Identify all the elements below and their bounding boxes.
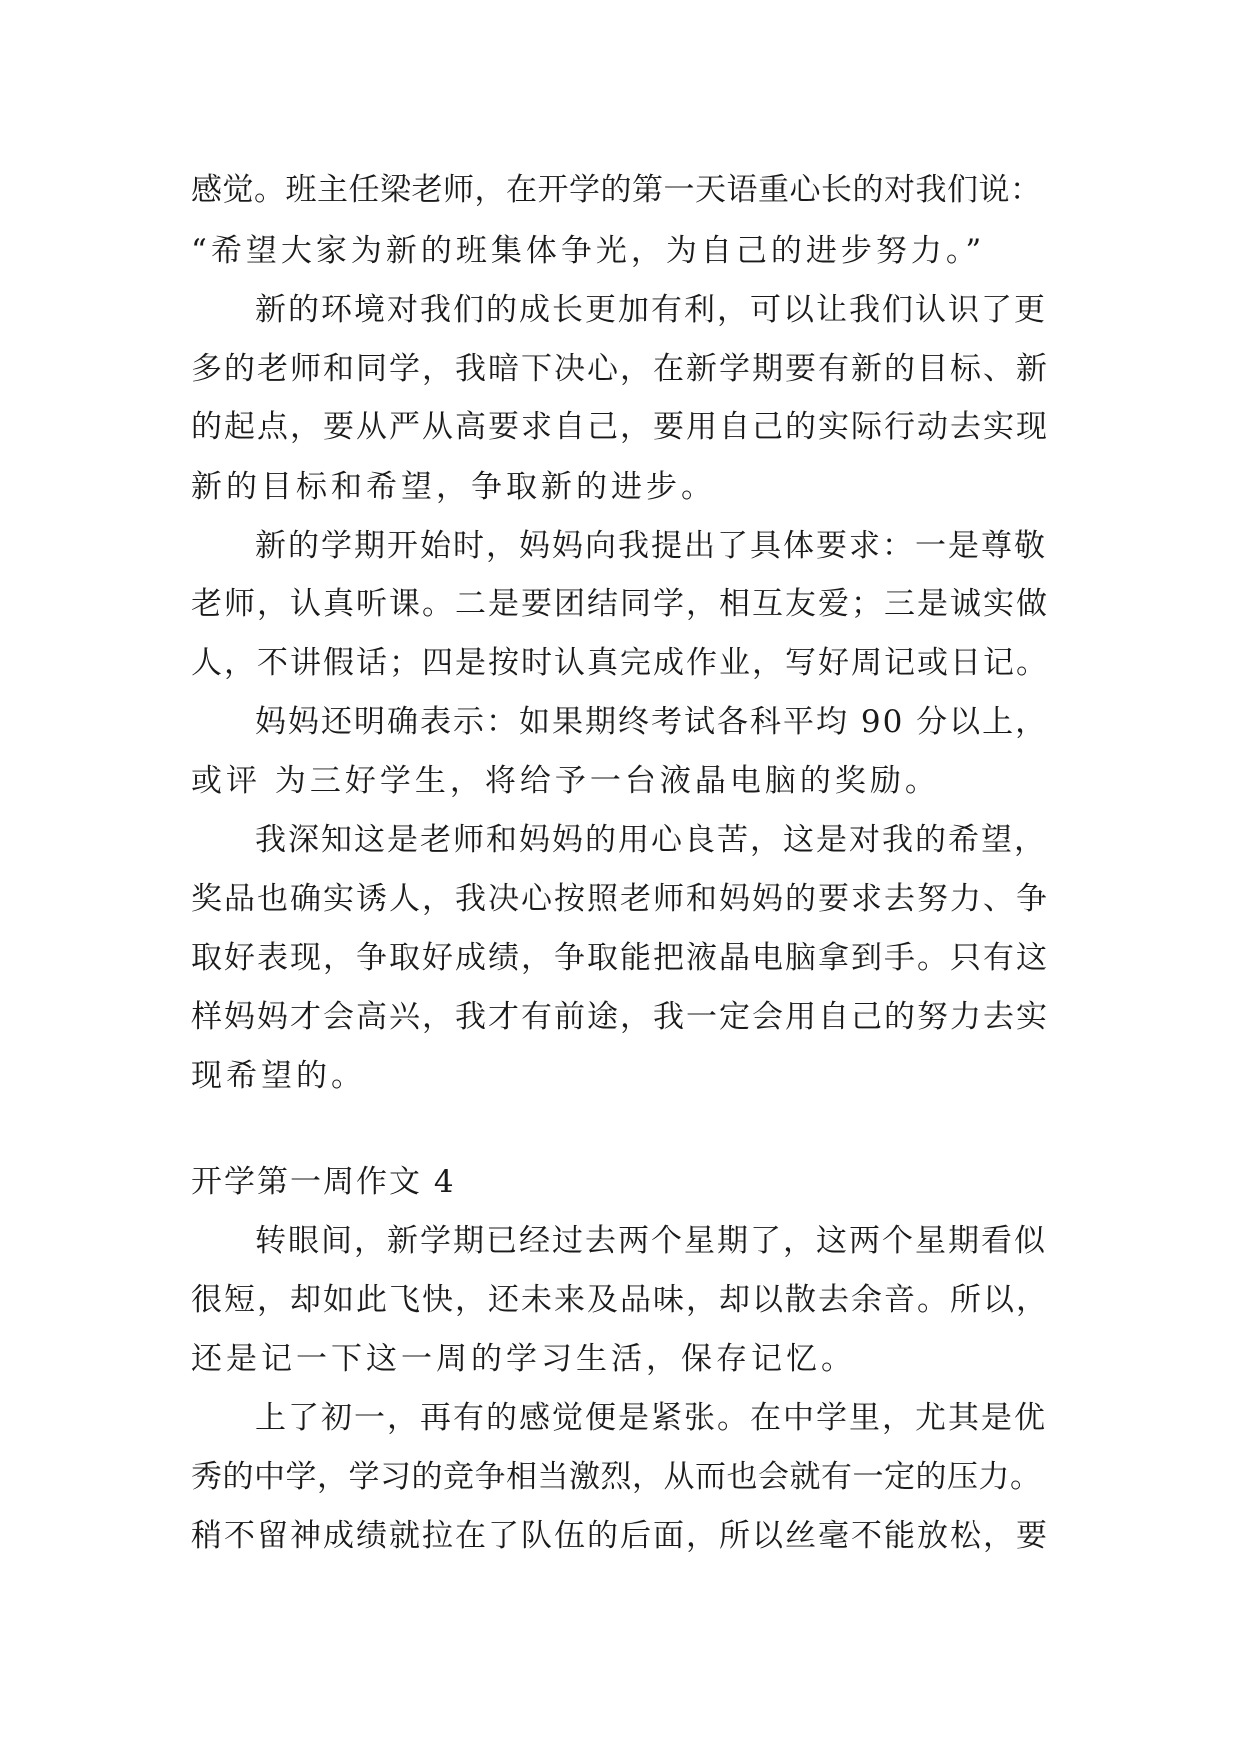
text-line: 秀的中学，学习的竞争相当激烈，从而也会就有一定的压力。 [191, 1459, 1042, 1495]
text-line: 很短，却如此飞快，还未来及品味，却以散去余音。所以， [191, 1282, 1049, 1318]
text-line: 妈妈还明确表示：如果期终考试各科平均 90 分以上， [255, 704, 1049, 740]
text-line: “希望大家为新的班集体争光，为自己的进步努力。” [191, 233, 986, 269]
text-line: 的起点，要从严从高要求自己，要用自己的实际行动去实现 [191, 409, 1049, 445]
text-line: 上了初一，再有的感觉便是紧张。在中学里，尤其是优 [255, 1400, 1047, 1436]
text-line: 新的环境对我们的成长更加有利，可以让我们认识了更 [255, 292, 1047, 328]
text-line: 稍不留神成绩就拉在了队伍的后面，所以丝毫不能放松，要 [191, 1518, 1049, 1554]
text-line: 现希望的。 [191, 1058, 366, 1094]
text-line: 或评 为三好学生，将给予一台液晶电脑的奖励。 [191, 763, 940, 799]
text-line: 转眼间，新学期已经过去两个星期了，这两个星期看似 [255, 1223, 1047, 1259]
text-line: 取好表现，争取好成绩，争取能把液晶电脑拿到手。只有这 [191, 940, 1049, 976]
text-line: 奖品也确实诱人，我决心按照老师和妈妈的要求去努力、争 [191, 881, 1049, 917]
text-line: 老师，认真听课。二是要团结同学，相互友爱；三是诚实做 [191, 586, 1049, 622]
text-line: 新的学期开始时，妈妈向我提出了具体要求：一是尊敬 [255, 528, 1047, 564]
text-line: 还是记一下这一周的学习生活，保存记忆。 [191, 1341, 856, 1377]
text-line: 新的目标和希望，争取新的进步。 [191, 469, 716, 505]
text-line: 感觉。班主任梁老师，在开学的第一天语重心长的对我们说： [191, 172, 1042, 208]
text-line: 我深知这是老师和妈妈的用心良苦，这是对我的希望， [255, 822, 1047, 858]
text-line: 多的老师和同学，我暗下决心，在新学期要有新的目标、新 [191, 351, 1049, 387]
text-line: 人，不讲假话；四是按时认真完成作业，写好周记或日记。 [191, 645, 1049, 681]
section-heading: 开学第一周作文 4 [191, 1164, 456, 1200]
text-line: 样妈妈才会高兴，我才有前途，我一定会用自己的努力去实 [191, 999, 1049, 1035]
